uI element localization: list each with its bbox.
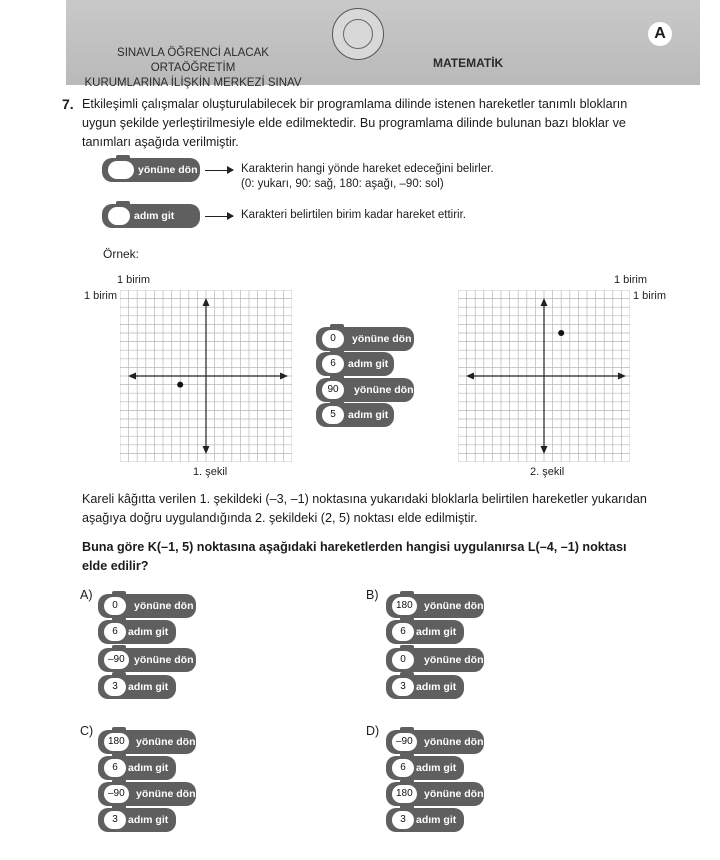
block-value: 6 xyxy=(392,759,414,777)
option-b-letter: B) xyxy=(366,588,379,602)
intro-line-2: uygun şekilde yerleştirilmesiyle elde edilmektedir. Bu programlama dilinde bulunan bazı bloklar ve xyxy=(82,116,626,130)
booklet-badge: A xyxy=(648,22,672,46)
option-b-block-2 xyxy=(386,620,464,644)
figure-2-grid xyxy=(458,290,630,462)
question-number: 7. xyxy=(62,96,74,112)
block-value: 180 xyxy=(104,733,129,751)
y-axis-top-arrow-icon xyxy=(541,298,548,306)
intro-line-1: Etkileşimli çalışmalar oluşturulabilecek bir programlama dilinde istenen hareketler tanımlı blokların xyxy=(82,97,628,111)
figure-2-point xyxy=(558,330,564,336)
block-value: 6 xyxy=(322,355,344,373)
option-c-letter: C) xyxy=(80,724,94,738)
def1-text: Karakterin hangi yönde hareket edeceğini belirler. xyxy=(241,163,494,175)
block-label: adım git xyxy=(128,814,169,826)
option-d-block-1 xyxy=(386,730,484,754)
block-label: yönüne dön xyxy=(424,600,484,612)
block-label: adım git xyxy=(416,681,457,693)
option-b-block-1 xyxy=(386,594,484,618)
x-axis-right-arrow-icon xyxy=(280,373,288,380)
option-c-block-1 xyxy=(98,730,196,754)
block-value: 0 xyxy=(104,597,126,615)
fig1-unit-top: 1 birim xyxy=(117,274,151,286)
ask-line-2: elde edilir? xyxy=(82,559,149,573)
block-value: 3 xyxy=(392,811,414,829)
block-value: 3 xyxy=(104,811,126,829)
x-axis-left-arrow-icon xyxy=(128,373,136,380)
example-block-1 xyxy=(316,327,414,351)
explain-line-2: aşağıya doğru uygulandığında 2. şekildeki (2, 5) noktası elde edilmiştir. xyxy=(82,511,478,525)
y-axis-bottom-arrow-icon xyxy=(541,446,548,454)
option-c-block-4 xyxy=(98,808,176,832)
block-empty-slot xyxy=(108,207,130,225)
block-label: yönüne dön xyxy=(424,654,484,666)
block-label: adım git xyxy=(128,626,169,638)
block-label: yönüne dön xyxy=(134,600,194,612)
block-label: adım git xyxy=(416,814,457,826)
block-label: yönüne dön xyxy=(424,736,484,748)
example-block-3 xyxy=(316,378,414,402)
def1-legend: (0: yukarı, 90: sağ, 180: aşağı, –90: sol) xyxy=(241,178,444,190)
block-value: 3 xyxy=(392,678,414,696)
option-d-block-3 xyxy=(386,782,484,806)
example-block-2 xyxy=(316,352,394,376)
block-value: –90 xyxy=(104,785,129,803)
block-value: 0 xyxy=(322,330,344,348)
figure-1-grid xyxy=(120,290,292,462)
y-axis-top-arrow-icon xyxy=(203,298,210,306)
figure-1-point xyxy=(177,382,183,388)
exam-name-line1: SINAVLA ÖĞRENCİ ALACAK ORTAÖĞRETİM xyxy=(117,47,269,74)
option-a-block-4 xyxy=(98,675,176,699)
block-value: 90 xyxy=(322,381,344,399)
block-label: yönüne dön xyxy=(352,333,412,345)
block-value: 6 xyxy=(104,623,126,641)
block-label: yönüne dön xyxy=(134,654,194,666)
block-value: 5 xyxy=(322,406,344,424)
option-a-letter: A) xyxy=(80,588,93,602)
x-axis-left-arrow-icon xyxy=(466,373,474,380)
option-a-block-1 xyxy=(98,594,196,618)
block-label: adım git xyxy=(416,762,457,774)
exam-name-line2: KURUMLARINA İLİŞKİN MERKEZİ SINAV xyxy=(84,77,302,89)
block-value: 180 xyxy=(392,785,417,803)
option-d-letter: D) xyxy=(366,724,380,738)
block-label: adım git xyxy=(348,409,389,421)
exam-name xyxy=(80,46,306,91)
option-a-block-3 xyxy=(98,648,196,672)
fig2-unit-top: 1 birim xyxy=(614,274,648,286)
option-b-block-4 xyxy=(386,675,464,699)
page-header xyxy=(66,0,700,89)
subject-title: MATEMATİK xyxy=(433,56,504,70)
block-tab xyxy=(330,400,344,404)
block-value: 6 xyxy=(104,759,126,777)
example-block-4 xyxy=(316,403,394,427)
arrow-icon xyxy=(205,170,233,171)
block-label: yönüne dön xyxy=(424,788,484,800)
ministry-seal-inner xyxy=(343,19,373,49)
x-axis-right-arrow-icon xyxy=(618,373,626,380)
option-c-block-2 xyxy=(98,756,176,780)
ask-line-1: Buna göre K(–1, 5) noktasına aşağıdaki hareketlerden hangisi uygulanırsa L(–4, –1) noktası xyxy=(82,540,627,554)
example-label: Örnek: xyxy=(103,247,140,261)
block-value: –90 xyxy=(392,733,417,751)
block-label: adım git xyxy=(128,681,169,693)
fig1-unit-left: 1 birim xyxy=(84,290,118,302)
block-tab xyxy=(116,201,130,205)
block-value: 6 xyxy=(392,623,414,641)
intro-line-3: tanımları aşağıda verilmiştir. xyxy=(82,135,239,149)
fig2-unit-right: 1 birim xyxy=(633,290,667,302)
block-label: adım git xyxy=(348,358,389,370)
block-value: 3 xyxy=(104,678,126,696)
def2-text: Karakteri belirtilen birim kadar hareket ettirir. xyxy=(241,209,466,221)
option-c-block-3 xyxy=(98,782,196,806)
block-tab xyxy=(330,375,344,379)
option-b-block-3 xyxy=(386,648,484,672)
option-a-block-2 xyxy=(98,620,176,644)
block-empty-slot xyxy=(108,161,134,179)
block-tab xyxy=(116,155,130,159)
block-label: adım git xyxy=(128,762,169,774)
option-d-block-4 xyxy=(386,808,464,832)
fig1-caption: 1. şekil xyxy=(193,466,228,478)
block-label: yönüne dön xyxy=(136,736,196,748)
fig2-caption: 2. şekil xyxy=(530,466,565,478)
block-label: yönüne dön xyxy=(136,788,196,800)
def-move-block xyxy=(102,204,200,228)
arrow-icon xyxy=(205,216,233,217)
block-value: 180 xyxy=(392,597,417,615)
block-tab xyxy=(330,349,344,353)
block-value: –90 xyxy=(104,651,129,669)
y-axis-bottom-arrow-icon xyxy=(203,446,210,454)
option-d-block-2 xyxy=(386,756,464,780)
def-move-block-label: adım git xyxy=(134,210,175,222)
block-label: yönüne dön xyxy=(354,384,414,396)
block-value: 0 xyxy=(392,651,414,669)
block-label: adım git xyxy=(416,626,457,638)
def-turn-block-label: yönüne dön xyxy=(138,164,198,176)
explain-line-1: Kareli kâğıtta verilen 1. şekildeki (–3, –1) noktasına yukarıdaki bloklarla belirtilen hareketler yukarıdan xyxy=(82,492,647,506)
def-turn-block xyxy=(102,158,200,182)
block-tab xyxy=(330,324,344,328)
